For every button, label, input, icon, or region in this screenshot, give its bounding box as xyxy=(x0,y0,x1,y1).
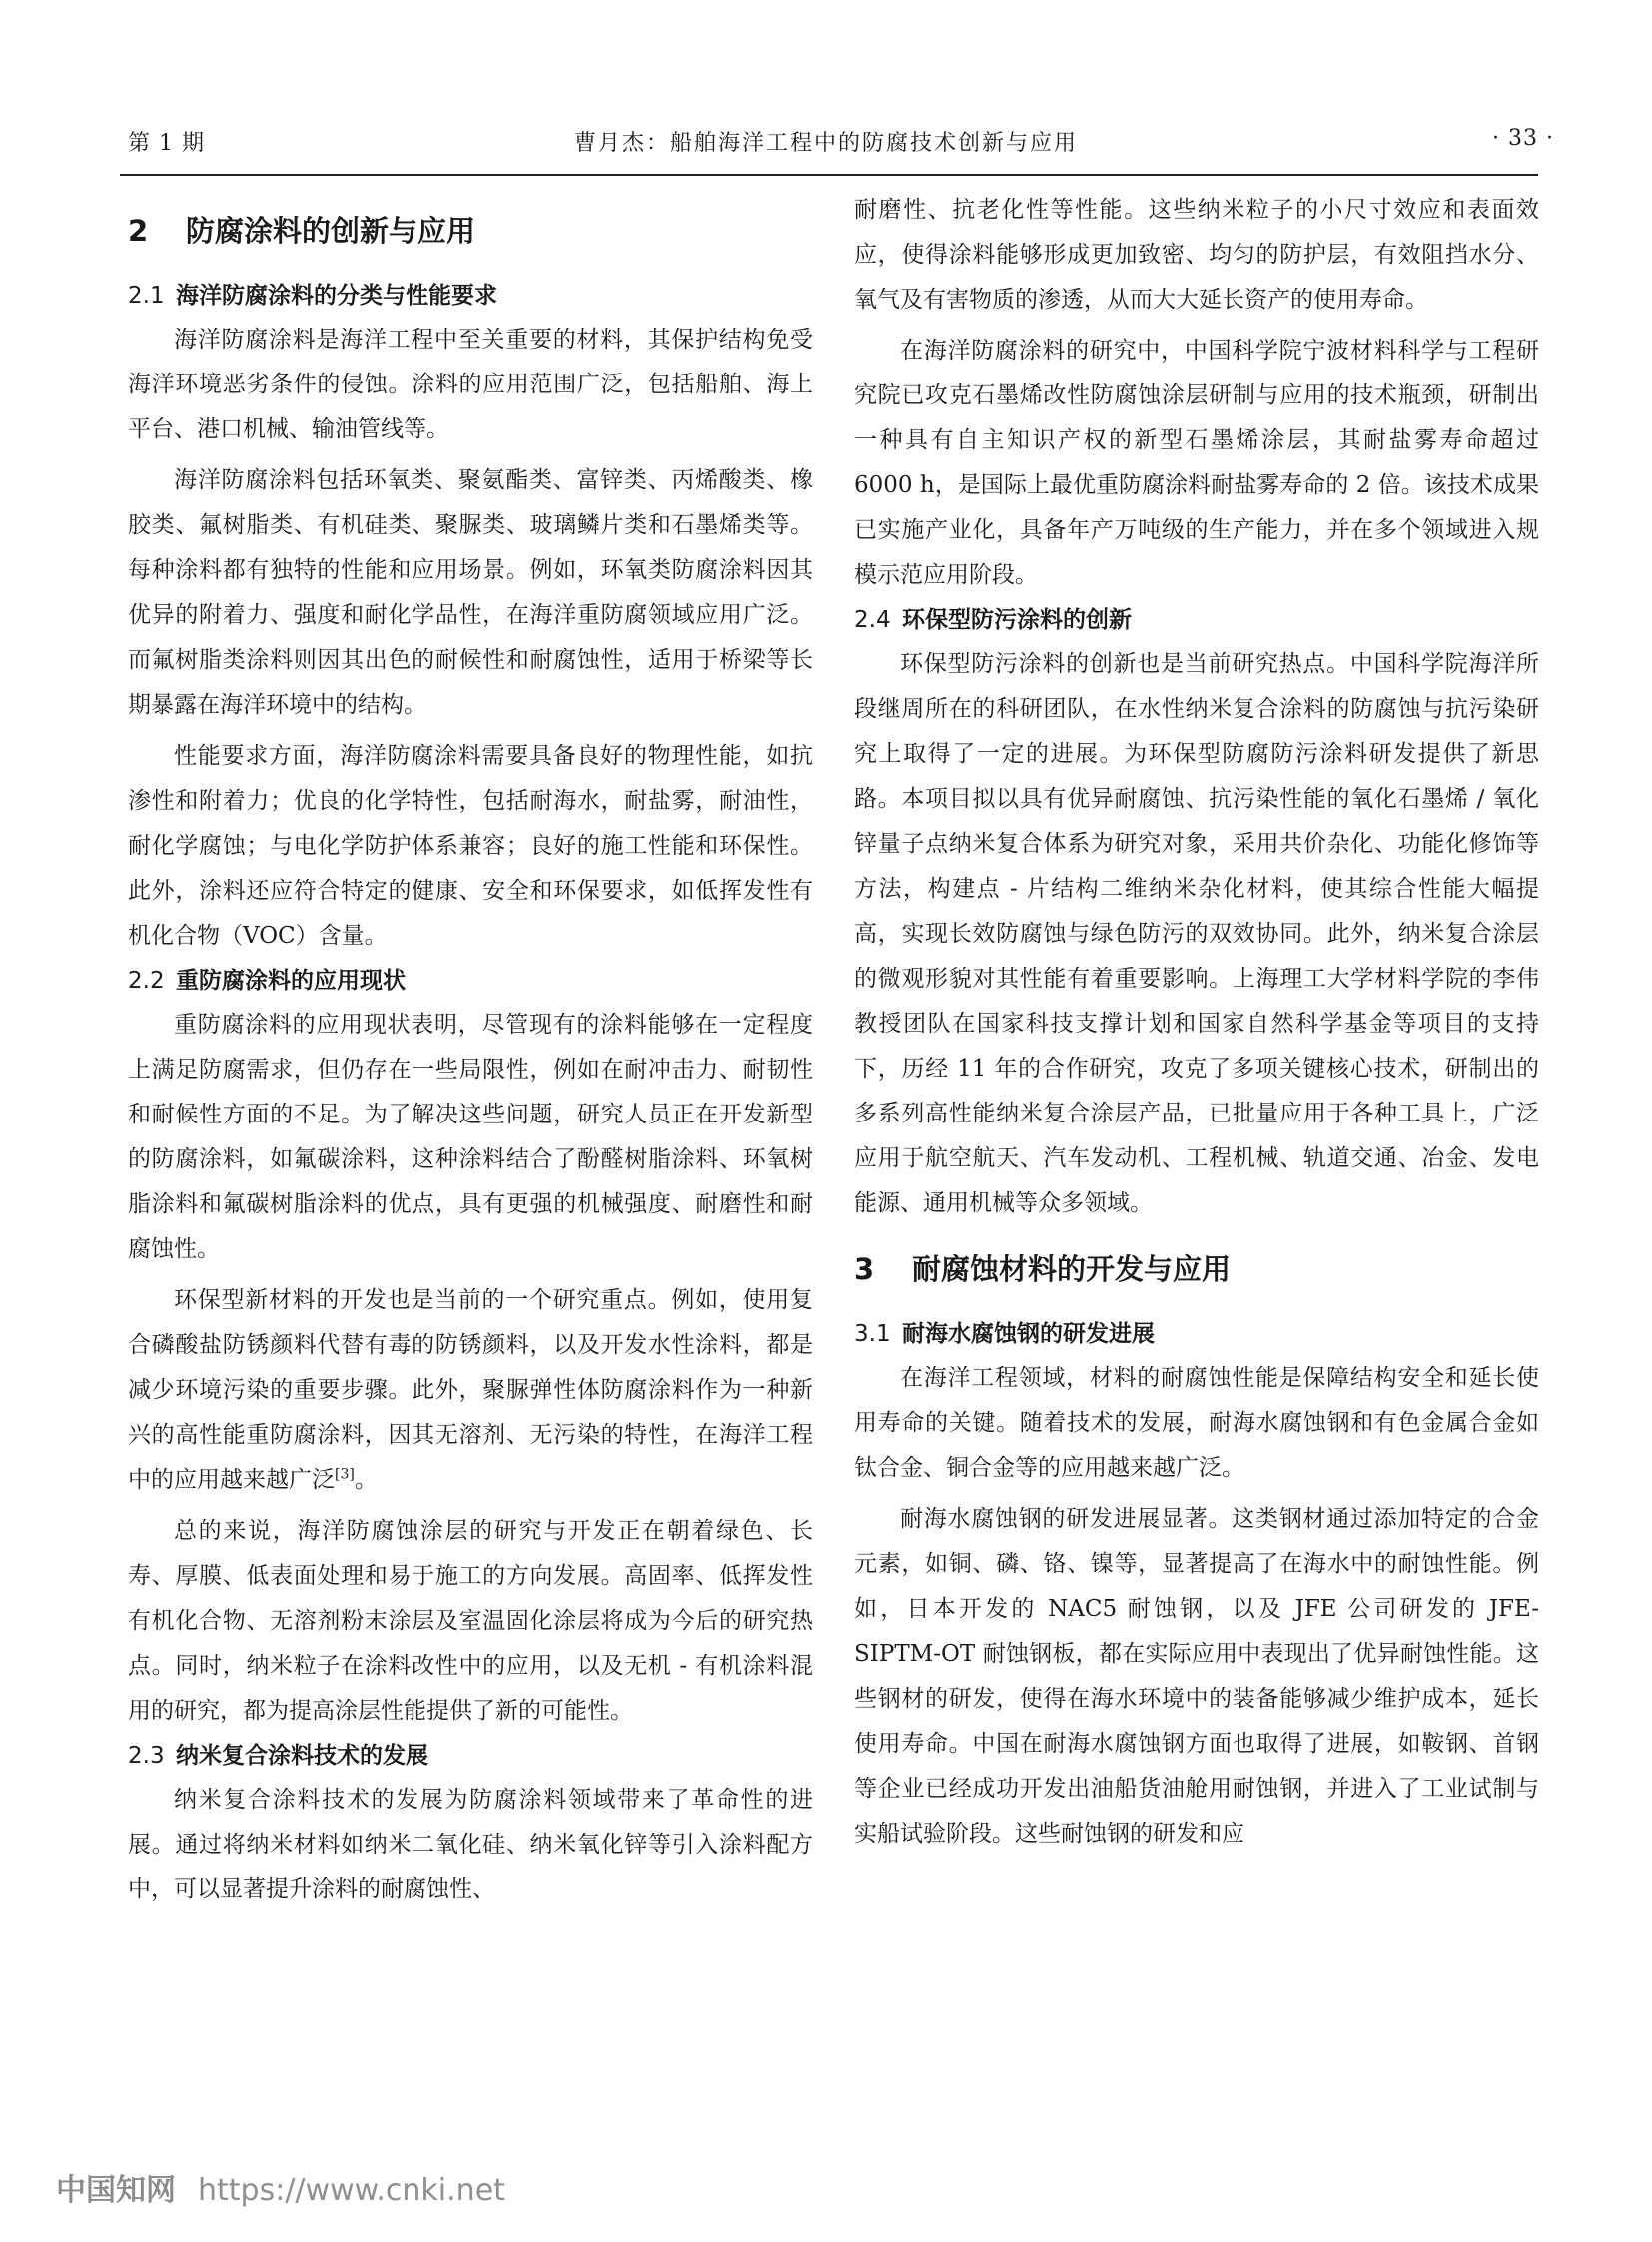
cnki-watermark xyxy=(56,2165,505,2209)
section-number: 3 xyxy=(854,1252,875,1286)
paragraph: 纳米复合涂料技术的发展为防腐涂料领域带来了革命性的进展。通过将纳米材料如纳米二氧化硅、纳米氧化锌等引入涂料配方中，可以显著提升涂料的耐腐蚀性、 xyxy=(128,1787,813,1902)
subsection-number: 2.3 xyxy=(128,1743,165,1769)
citation-ref: [3] xyxy=(335,1466,355,1483)
subsection-number: 2.1 xyxy=(128,283,165,309)
section-3-1-heading xyxy=(854,1312,1539,1356)
paragraph: 在海洋防腐涂料的研究中，中国科学院宁波材料科学与工程研究院已攻克石墨烯改性防腐蚀涂层研制与应用的技术瓶颈，研制出一种具有自主知识产权的新型石墨烯涂层，其耐盐雾寿命超过 6000 h，是国际上最优重防腐涂料耐盐雾寿命的 2 倍。该技术成果已实施产业化，具备年产万吨级的生产能力，并在多个领域进入规模示范应用阶段。 xyxy=(854,338,1539,588)
paragraph: 环保型防污涂料的创新也是当前研究热点。中国科学院海洋所段继周所在的科研团队，在水性纳米复合涂料的防腐蚀与抗污染研究上取得了一定的进展。为环保型防腐防污涂料研发提供了新思路。本项目拟以具有优异耐腐蚀、抗污染性能的氧化石墨烯 / 氧化锌量子点纳米复合体系为研究对象，采用共价杂化、功能化修饰等方法，构建点 - 片结构二维纳米杂化材料，使其综合性能大幅提高，实现长效防腐蚀与绿色防污的双效协同。此外，纳米复合涂层的微观形貌对其性能有着重要影响。上海理工大学材料学院的李伟教授团队在国家科技支撑计划和国家自然科学基金等项目的支持下，历经 11 年的合作研究，攻克了多项关键核心技术，研制出的多系列高性能纳米复合涂层产品，已批量应用于各种工具上，广泛应用于航空航天、汽车发动机、工程机械、轨道交通、冶金、发电能源、通用机械等众多领域。 xyxy=(854,651,1539,1216)
paragraph: 海洋防腐涂料是海洋工程中至关重要的材料，其保护结构免受海洋环境恶劣条件的侵蚀。涂料的应用范围广泛，包括船舶、海上平台、港口机械、输油管线等。 xyxy=(128,327,813,442)
cnki-logo: 中国知网 xyxy=(56,2173,176,2208)
paragraph-end: 。 xyxy=(354,1467,378,1493)
page-number: · 33 · xyxy=(1492,126,1554,151)
subsection-number: 3.1 xyxy=(854,1321,891,1347)
section-2-heading xyxy=(128,188,813,274)
paragraph-text: 环保型新材料的开发也是当前的一个研究重点。例如，使用复合磷酸盐防锈颜料代替有毒的防锈颜料，以及开发水性涂料，都是减少环境污染的重要步骤。此外，聚脲弹性体防腐涂料作为一种新兴的高性能重防腐涂料，因其无溶剂、无污染的特性，在海洋工程中的应用越来越广泛 xyxy=(128,1287,813,1493)
paragraph: 海洋防腐涂料包括环氧类、聚氨酯类、富锌类、丙烯酸类、橡胶类、氟树脂类、有机硅类、聚脲类、玻璃鳞片类和石墨烯类等。每种涂料都有独特的性能和应用场景。例如，环氧类防腐涂料因其优异的附着力、强度和耐化学品性，在海洋重防腐领域应用广泛。而氟树脂类涂料则因其出色的耐候性和耐腐蚀性，适用于桥梁等长期暴露在海洋环境中的结构。 xyxy=(128,467,813,718)
subsection-title: 重防腐涂料的应用现状 xyxy=(176,968,406,994)
section-2-1-heading xyxy=(128,274,813,318)
running-title: 曹月杰：船舶海洋工程中的防腐技术创新与应用 xyxy=(573,131,1078,156)
section-title: 耐腐蚀材料的开发与应用 xyxy=(912,1252,1232,1286)
header-rule xyxy=(120,174,1538,176)
paragraph-continued: 耐磨性、抗老化性等性能。这些纳米粒子的小尺寸效应和表面效应，使得涂料能够形成更加致密、均匀的防护层，有效阻挡水分、氧气及有害物质的渗透，从而大大延长资产的使用寿命。 xyxy=(854,197,1539,313)
subsection-title: 耐海水腐蚀钢的研发进展 xyxy=(902,1321,1155,1347)
cnki-url: https://www.cnki.net xyxy=(198,2173,505,2208)
left-column xyxy=(128,188,813,1912)
paragraph: 耐海水腐蚀钢的研发进展显著。这类钢材通过添加特定的合金元素，如铜、磷、铬、镍等，显著提高了在海水中的耐蚀性能。例如，日本开发的 NAC5 耐蚀钢，以及 JFE 公司研发的 JFE-SIPTM-OT 耐蚀钢板，都在实际应用中表现出了优异耐蚀性能。这些钢材的研发，使得在海水环境中的装备能够减少维护成本，延长使用寿命。中国在耐海水腐蚀钢方面也取得了进展，如鞍钢、首钢等企业已经成功开发出油船货油舱用耐蚀钢，并进入了工业试制与实船试验阶段。这些耐蚀钢的研发和应 xyxy=(854,1506,1539,1847)
journal-issue: 第 1 期 xyxy=(128,131,205,156)
subsection-title: 海洋防腐涂料的分类与性能要求 xyxy=(176,283,497,309)
paragraph: 总的来说，海洋防腐蚀涂层的研究与开发正在朝着绿色、长寿、厚膜、低表面处理和易于施工的方向发展。高固率、低挥发性有机化合物、无溶剂粉末涂层及室温固化涂层将成为今后的研究热点。同时，纳米粒子在涂料改性中的应用，以及无机 - 有机涂料混用的研究，都为提高涂层性能提供了新的可能性。 xyxy=(128,1518,813,1724)
subsection-number: 2.2 xyxy=(128,968,165,994)
section-2-3-heading xyxy=(128,1734,813,1778)
section-number: 2 xyxy=(128,214,149,248)
paragraph: 重防腐涂料的应用现状表明，尽管现有的涂料能够在一定程度上满足防腐需求，但仍存在一些局限性，例如在耐冲击力、耐韧性和耐候性方面的不足。为了解决这些问题，研究人员正在开发新型的防腐涂料，如氟碳涂料，这种涂料结合了酚醛树脂涂料、环氧树脂涂料和氟碳树脂涂料的优点，具有更强的机械强度、耐磨性和耐腐蚀性。 xyxy=(128,1012,813,1262)
section-title: 防腐涂料的创新与应用 xyxy=(186,214,476,248)
subsection-title: 环保型防污涂料的创新 xyxy=(902,607,1132,633)
paragraph xyxy=(128,1278,813,1503)
section-3-heading xyxy=(854,1226,1539,1312)
section-2-4-heading xyxy=(854,598,1539,642)
right-column xyxy=(854,188,1539,1857)
paragraph: 在海洋工程领域，材料的耐腐蚀性能是保障结构安全和延长使用寿命的关键。随着技术的发展，耐海水腐蚀钢和有色金属合金如钛合金、铜合金等的应用越来越广泛。 xyxy=(854,1365,1539,1481)
paragraph: 性能要求方面，海洋防腐涂料需要具备良好的物理性能，如抗渗性和附着力；优良的化学特性，包括耐海水，耐盐雾，耐油性，耐化学腐蚀；与电化学防护体系兼容；良好的施工性能和环保性。此外，涂料还应符合特定的健康、安全和环保要求，如低挥发性有机化合物（VOC）含量。 xyxy=(128,743,813,949)
subsection-number: 2.4 xyxy=(854,607,891,633)
section-2-2-heading xyxy=(128,959,813,1003)
subsection-title: 纳米复合涂料技术的发展 xyxy=(176,1743,428,1769)
